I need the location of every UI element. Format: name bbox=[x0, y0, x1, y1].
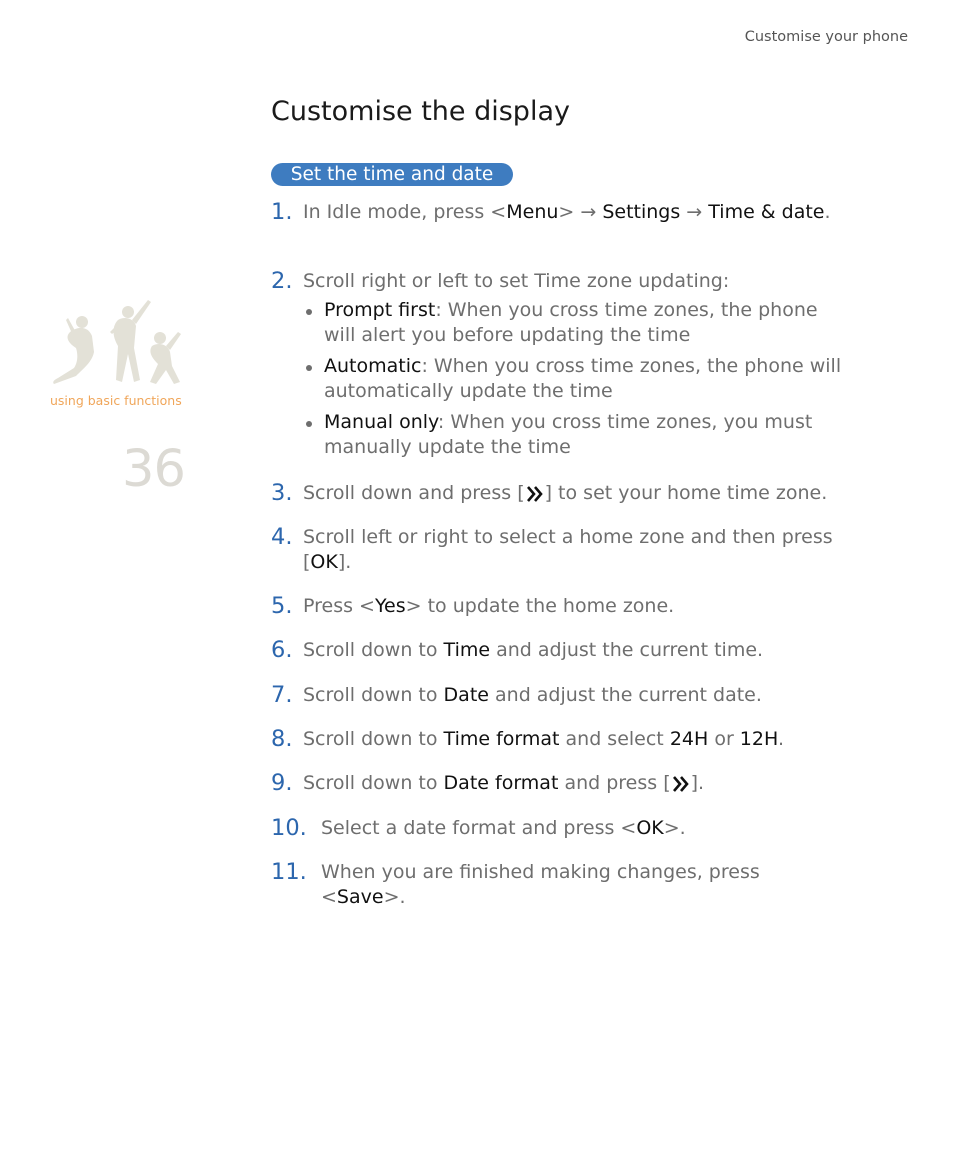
step-10 bbox=[271, 816, 851, 841]
format-12h-label: 12H bbox=[739, 728, 778, 750]
page-title: Customise the display bbox=[271, 96, 570, 127]
text: and adjust the current time. bbox=[490, 639, 764, 661]
option-name: Manual only bbox=[324, 411, 438, 433]
double-chevron-right-icon bbox=[671, 775, 691, 793]
text: Scroll down to bbox=[303, 728, 444, 750]
text: → bbox=[680, 201, 709, 223]
text: and select bbox=[559, 728, 670, 750]
dancers-illustration-icon bbox=[48, 292, 183, 390]
time-setting-label: Time bbox=[443, 639, 491, 661]
step-1 bbox=[271, 200, 851, 225]
step-number: 1. bbox=[271, 199, 293, 225]
step-number: 5. bbox=[271, 593, 293, 619]
settings-menu-label: Settings bbox=[602, 201, 681, 223]
text: In Idle mode, press < bbox=[303, 201, 507, 223]
step-text bbox=[303, 638, 851, 663]
list-item bbox=[303, 298, 851, 348]
time-format-label: Time format bbox=[443, 728, 560, 750]
step-9 bbox=[271, 771, 851, 796]
step-4 bbox=[271, 525, 851, 575]
step-text bbox=[303, 525, 851, 575]
step-number: 3. bbox=[271, 480, 293, 506]
ok-key-label: OK bbox=[310, 551, 338, 573]
date-format-label: Date format bbox=[443, 772, 559, 794]
step-5 bbox=[271, 594, 851, 619]
text: Scroll left or right to select a home zone and then press [ bbox=[303, 526, 833, 573]
option-name: Automatic bbox=[324, 355, 422, 377]
text: When you are finished making changes, press < bbox=[321, 861, 760, 908]
text: >. bbox=[663, 817, 686, 839]
text: ]. bbox=[337, 551, 352, 573]
option-name: Prompt first bbox=[324, 299, 436, 321]
step-number: 7. bbox=[271, 682, 293, 708]
step-number: 8. bbox=[271, 726, 293, 752]
step-8 bbox=[271, 727, 851, 752]
text: Scroll down to bbox=[303, 772, 444, 794]
option-list bbox=[303, 298, 851, 460]
option-description: : When you cross time zones, the phone will automatically update the time bbox=[324, 355, 842, 402]
page-number: 36 bbox=[122, 440, 185, 499]
text: . bbox=[777, 728, 784, 750]
save-key-label: Save bbox=[336, 886, 384, 908]
list-item bbox=[303, 410, 851, 460]
text: Scroll down and press [ bbox=[303, 482, 525, 504]
text: >. bbox=[383, 886, 406, 908]
step-11 bbox=[271, 860, 791, 910]
step-2 bbox=[271, 269, 851, 466]
step-text bbox=[321, 860, 791, 910]
option-description: : When you cross time zones, the phone will alert you before updating the time bbox=[324, 299, 818, 346]
ok-key-label: OK bbox=[636, 817, 664, 839]
double-chevron-right-icon bbox=[525, 485, 545, 503]
step-text bbox=[303, 683, 851, 708]
date-setting-label: Date bbox=[443, 684, 489, 706]
step-number: 2. bbox=[271, 268, 293, 294]
text: or bbox=[708, 728, 740, 750]
text: Press < bbox=[303, 595, 375, 617]
step-text bbox=[303, 481, 871, 506]
time-date-menu-label: Time & date bbox=[708, 201, 825, 223]
text: Select a date format and press < bbox=[321, 817, 637, 839]
text: > → bbox=[558, 201, 603, 223]
yes-key-label: Yes bbox=[374, 595, 406, 617]
text: > to update the home zone. bbox=[405, 595, 675, 617]
text: . bbox=[824, 201, 831, 223]
step-text bbox=[303, 200, 851, 225]
step-text bbox=[303, 727, 851, 752]
step-number: 6. bbox=[271, 637, 293, 663]
text: ] to set your home time zone. bbox=[544, 482, 828, 504]
step-text bbox=[303, 594, 851, 619]
option-description: : When you cross time zones, you must manually update the time bbox=[324, 411, 813, 458]
list-item bbox=[303, 354, 851, 404]
text: and press [ bbox=[558, 772, 671, 794]
step-number: 10. bbox=[271, 815, 307, 841]
step-3 bbox=[271, 481, 871, 506]
step-number: 9. bbox=[271, 770, 293, 796]
step-text bbox=[321, 816, 851, 841]
step-6 bbox=[271, 638, 851, 663]
step-text bbox=[303, 771, 851, 796]
text: Scroll down to bbox=[303, 684, 444, 706]
text: and adjust the current date. bbox=[488, 684, 762, 706]
text: Scroll down to bbox=[303, 639, 444, 661]
step-text: Scroll right or left to set Time zone updating: bbox=[303, 270, 730, 292]
menu-key-label: Menu bbox=[506, 201, 559, 223]
text: ]. bbox=[690, 772, 705, 794]
step-number: 4. bbox=[271, 524, 293, 550]
section-label: using basic functions bbox=[50, 393, 182, 408]
running-header: Customise your phone bbox=[744, 29, 908, 45]
format-24h-label: 24H bbox=[669, 728, 709, 750]
step-7 bbox=[271, 683, 851, 708]
step-number: 11. bbox=[271, 859, 307, 885]
subsection-heading: Set the time and date bbox=[271, 163, 513, 186]
